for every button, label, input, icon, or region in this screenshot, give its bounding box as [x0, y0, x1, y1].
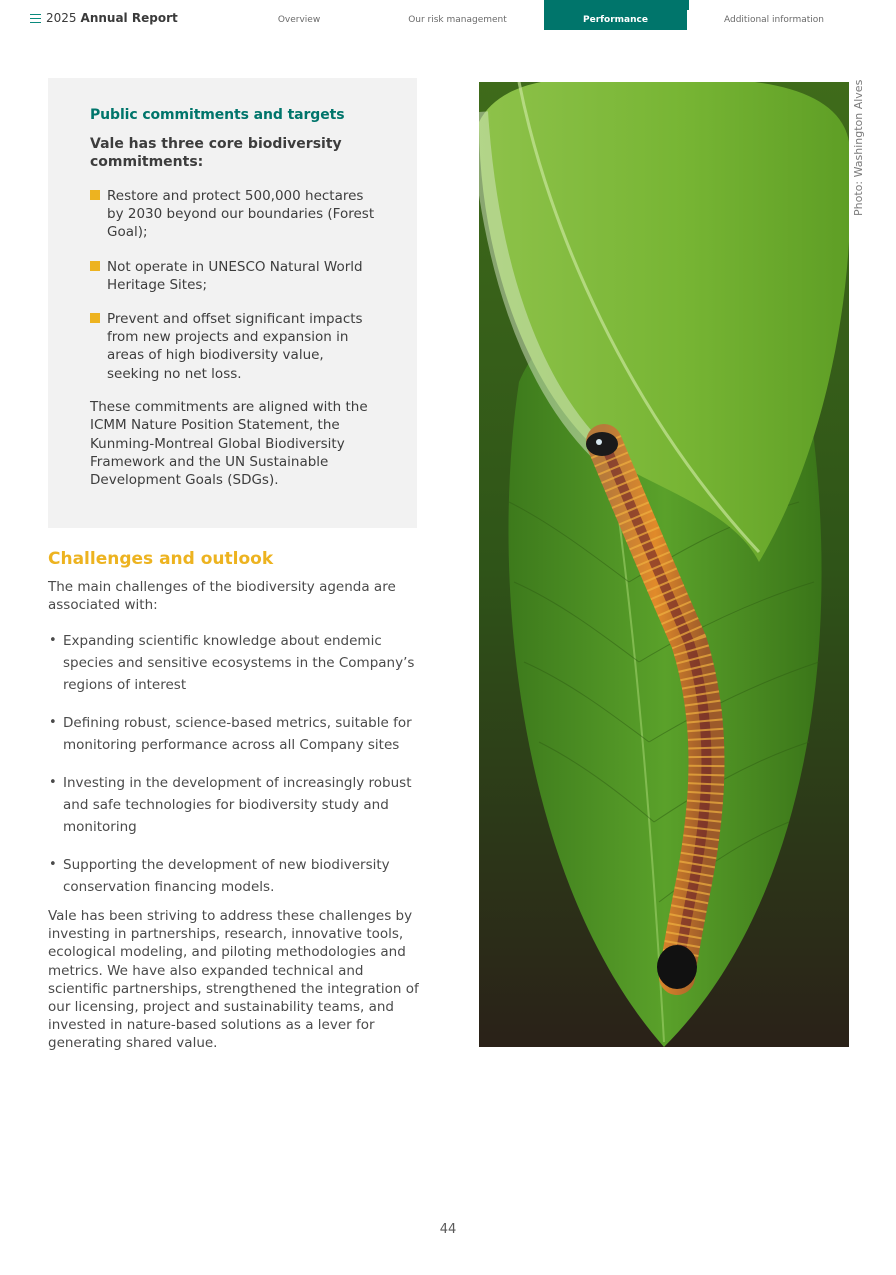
- square-bullet-icon: [90, 261, 100, 271]
- list-item-text: Expanding scientific knowledge about endemic species and sensitive ecosystems in the Company’s regions of interest: [63, 633, 415, 693]
- list-item: [48, 854, 424, 898]
- page-number: 44: [439, 1222, 457, 1237]
- commitments-intro: Vale has three core biodiversity commitments:: [90, 136, 342, 170]
- list-item: [48, 630, 424, 696]
- tab-our-risk-management[interactable]: Our risk management: [408, 15, 507, 25]
- tab-performance[interactable]: Performance: [544, 0, 687, 30]
- list-item-text: Investing in the development of increasingly robust and safe technologies for biodiversity study and monitoring: [63, 775, 412, 835]
- challenges-section: [48, 549, 424, 1053]
- hamburger-menu-icon[interactable]: [30, 14, 41, 23]
- list-item: [90, 310, 375, 383]
- report-year: 2025: [46, 11, 77, 25]
- list-item: [48, 772, 424, 838]
- challenges-footer: Vale has been striving to address these challenges by investing in partnerships, research, innovative tools, ecological modeling, and piloting methodologies and metrics. We have also expanded technical and scientific partnerships, strengthened the integration of our licensing, project and sustainability teams, and invested in nature-based solutions as a lever for generating shared value.: [48, 908, 419, 1052]
- bullet-icon: •: [49, 633, 57, 648]
- commitments-footer: These commitments are aligned with the ICMM Nature Position Statement, the Kunming-Montreal Global Biodiversity Framework and the UN Sustainable Development Goals (SDGs).: [90, 398, 368, 489]
- list-item-text: Restore and protect 500,000 hectares by 2030 beyond our boundaries (Forest Goal);: [107, 188, 375, 241]
- report-title: Annual Report: [80, 11, 178, 25]
- report-brand[interactable]: [30, 11, 178, 25]
- tab-additional-information[interactable]: Additional information: [724, 15, 824, 25]
- bullet-icon: •: [49, 715, 57, 730]
- list-item: [48, 712, 424, 756]
- caterpillar-photo: [479, 82, 849, 1047]
- list-item: [90, 187, 375, 242]
- caterpillar-on-leaf-image: [479, 82, 849, 1047]
- top-navigation: [0, 0, 896, 31]
- challenges-heading: Challenges and outlook: [48, 549, 274, 569]
- bullet-icon: •: [49, 857, 57, 872]
- photo-credit: Photo: Washington Alves: [852, 79, 865, 216]
- list-item-text: Supporting the development of new biodiversity conservation financing models.: [63, 857, 390, 895]
- tab-overview[interactable]: Overview: [277, 15, 321, 25]
- square-bullet-icon: [90, 190, 100, 200]
- list-item: [90, 258, 375, 294]
- commitments-heading: Public commitments and targets: [90, 107, 345, 123]
- challenges-list: [48, 630, 424, 898]
- list-item-text: Defining robust, science-based metrics, suitable for monitoring performance across all Company sites: [63, 715, 412, 753]
- commitments-box: [48, 78, 417, 528]
- commitments-list: [90, 187, 375, 383]
- list-item-text: Not operate in UNESCO Natural World Heritage Sites;: [107, 258, 363, 293]
- bullet-icon: •: [49, 775, 57, 790]
- list-item-text: Prevent and offset significant impacts from new projects and expansion in areas of high biodiversity value, seeking no net loss.: [107, 311, 363, 382]
- square-bullet-icon: [90, 313, 100, 323]
- challenges-intro: The main challenges of the biodiversity agenda are associated with:: [48, 579, 396, 613]
